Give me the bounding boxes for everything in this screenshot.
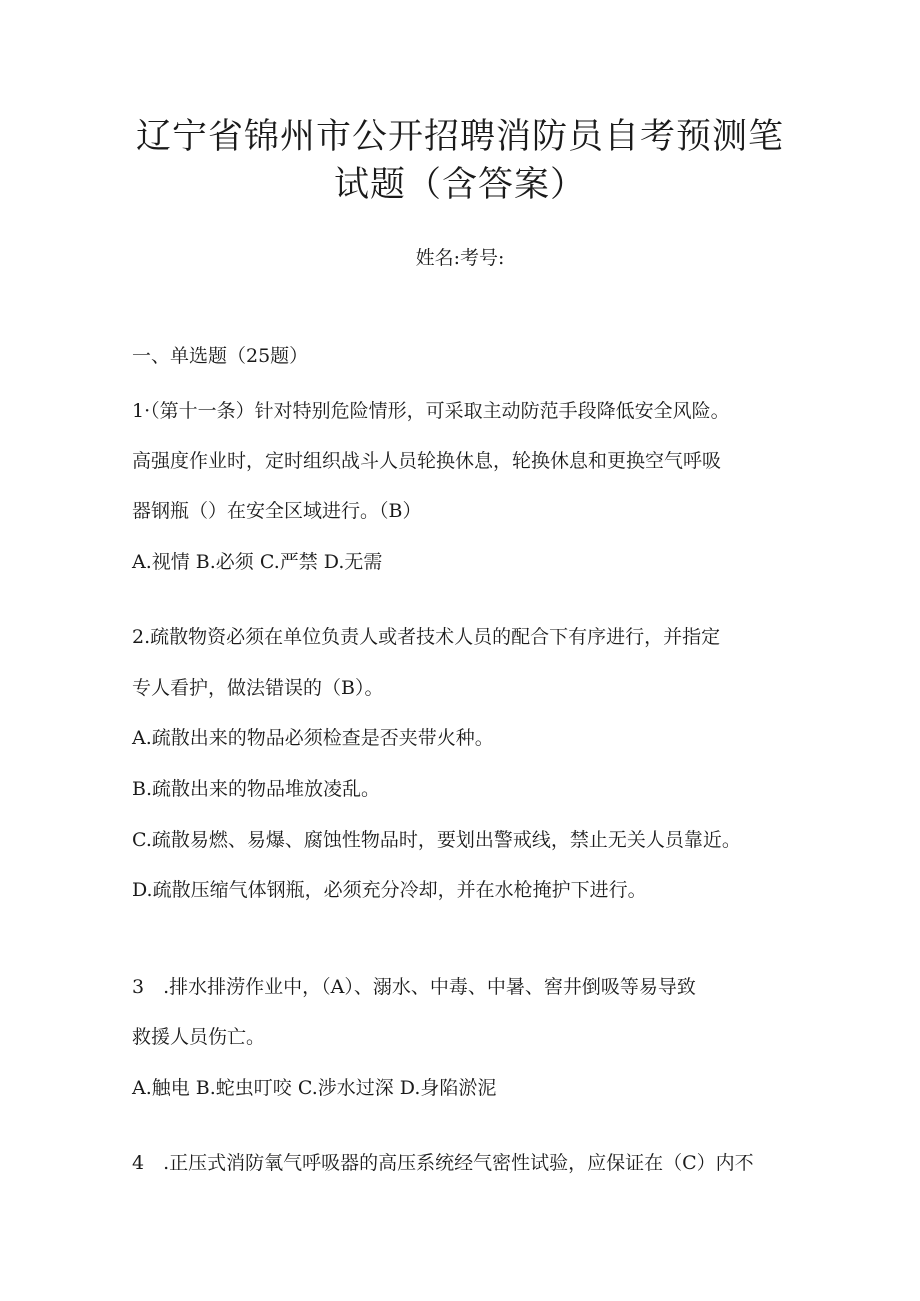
question-3-options: A.触电 B.蛇虫叮咬 C.涉水过深 D.身陷淤泥 (132, 1077, 497, 1099)
question-2-option-a: A.疏散出来的物品必须检查是否夹带火种。 (132, 727, 494, 749)
question-2-option-d: D.疏散压缩气体钢瓶，必须充分冷却，并在水枪掩护下进行。 (132, 879, 647, 901)
document-title-line-1: 辽宁省锦州市公开招聘消防员自考预测笔 (135, 117, 784, 157)
question-1-text-line-2: 高强度作业时，定时组织战斗人员轮换休息，轮换休息和更换空气呼吸 (132, 450, 722, 472)
question-4-text-line-1: 4 .正压式消防氧气呼吸器的高压系统经气密性试验，应保证在（C）内不 (132, 1152, 754, 1174)
question-1-options: A.视情 B.必须 C.严禁 D.无需 (132, 551, 383, 573)
question-2-option-b: B.疏散出来的物品堆放凌乱。 (132, 778, 381, 800)
question-3-text-line-1: 3 .排水排涝作业中，（A）、溺水、中毒、中暑、窖井倒吸等易导致 (132, 976, 696, 998)
question-1-text-line-3: 器钢瓶（）在安全区域进行。（B） (132, 500, 422, 522)
name-exam-number-line: 姓名:考号: (415, 247, 505, 269)
section-heading: 一、单选题（25题） (132, 345, 309, 367)
question-2-text-line-1: 2.疏散物资必须在单位负责人或者技术人员的配合下有序进行，并指定 (132, 626, 721, 648)
document-title-line-2: 试题（含答案） (333, 165, 586, 205)
question-1-text-line-1: 1·（第十一条）针对特别危险情形，可采取主动防范手段降低安全风险。 (132, 400, 730, 422)
question-2-option-c: C.疏散易燃、易爆、腐蚀性物品时，要划出警戒线，禁止无关人员靠近。 (132, 829, 741, 851)
question-3-text-line-2: 救援人员伤亡。 (132, 1026, 266, 1048)
question-2-text-line-2: 专人看护，做法错误的（B）。 (132, 677, 384, 699)
